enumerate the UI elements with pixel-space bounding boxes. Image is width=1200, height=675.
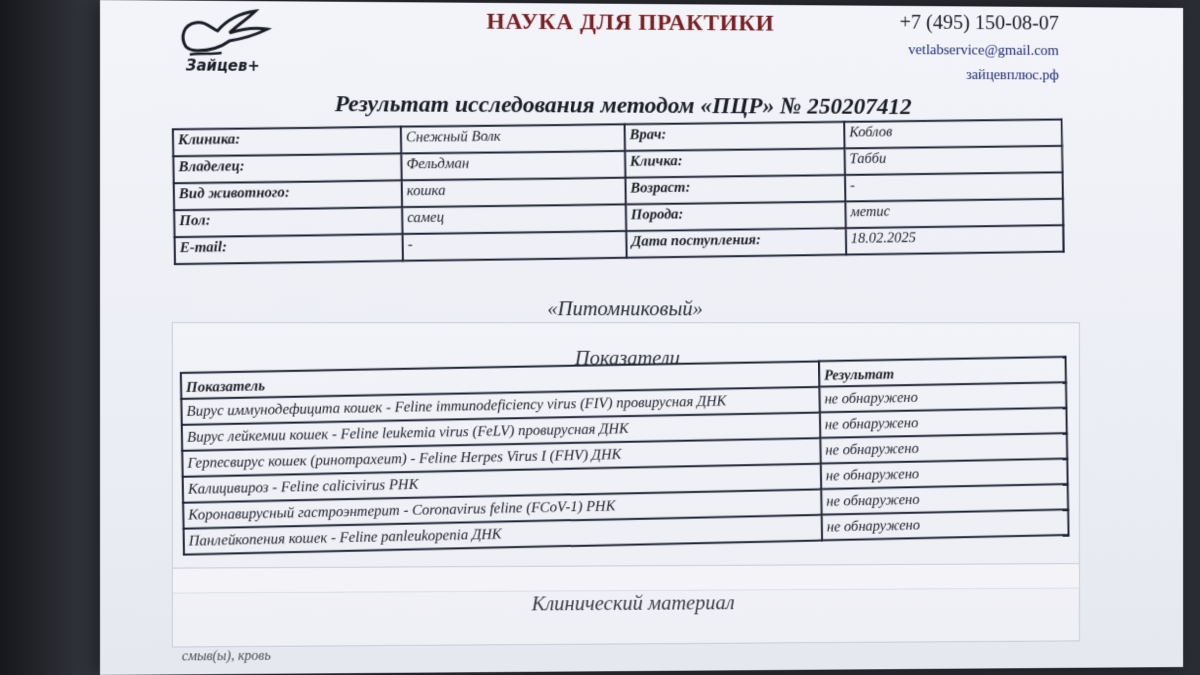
- logo-text: Зайцев+: [185, 56, 260, 75]
- logo-graphic: [172, 7, 281, 78]
- clinical-material-title: Клинический материал: [531, 590, 735, 616]
- email-link[interactable]: vetlabservice@gmail.com: [908, 42, 1059, 59]
- patient-info-table: [172, 118, 1065, 265]
- indicator-result: не обнаружено: [820, 408, 1067, 438]
- indicator-column-header: Показатель: [181, 361, 820, 399]
- indicator-result: не обнаружено: [821, 459, 1068, 490]
- website-link[interactable]: зайцевплюс.рф: [966, 67, 1059, 84]
- indicator-name: Герпесвирус кошек (ринотрахеит) - Feline Herpes Virus I (FHV) ДНК: [182, 438, 821, 477]
- indicator-result: не обнаружено: [819, 382, 1066, 412]
- owner-label: Владелец:: [173, 154, 401, 184]
- contacts-block: [899, 10, 1058, 85]
- email-value: -: [402, 231, 626, 261]
- doctor-label: Врач:: [625, 122, 845, 151]
- clinic-label: Клиника:: [173, 127, 401, 157]
- indicator-name: Калицивироз - Feline calicivirus РНК: [183, 464, 822, 503]
- nickname-value: Табби: [845, 146, 1063, 175]
- phone-number[interactable]: +7 (495) 150-08-07: [899, 9, 1059, 35]
- species-value: кошка: [402, 178, 626, 208]
- date-value: 18.02.2025: [846, 225, 1064, 255]
- breed-value: метис: [845, 199, 1063, 228]
- sex-value: самец: [402, 204, 626, 234]
- date-label: Дата поступления:: [626, 228, 846, 258]
- indicator-name: Вирус лейкемии кошек - Feline leukemia virus (FeLV) провирусная ДНК: [182, 412, 821, 450]
- clinical-material-value: смыв(ы), кровь: [181, 648, 271, 665]
- result-column-header: Результат: [819, 357, 1066, 387]
- organization-title: НАУКА ДЛЯ ПРАКТИКИ: [486, 8, 775, 37]
- report-sheet: [100, 0, 1183, 675]
- results-table: [180, 356, 1070, 556]
- nickname-label: Кличка:: [625, 148, 845, 177]
- indicator-result: не обнаружено: [821, 484, 1068, 515]
- owner-value: Фельдман: [401, 151, 625, 180]
- indicator-name: Вирус иммунодефицита кошек - Feline immunodeficiency virus (FIV) провирусная ДНК: [181, 387, 820, 425]
- panel-name: «Питомниковый»: [547, 296, 703, 321]
- breed-label: Порода:: [626, 201, 846, 231]
- hare-logo-icon: [172, 7, 281, 78]
- indicator-result: не обнаружено: [820, 433, 1067, 464]
- indicator-name: Панлейкопения кошек - Feline panleukopenia ДНК: [184, 515, 823, 555]
- age-value: -: [845, 172, 1063, 201]
- indicator-result: не обнаружено: [822, 509, 1069, 540]
- indicators-title: Показатели: [574, 345, 680, 370]
- species-label: Вид животного:: [174, 180, 402, 210]
- indicator-name: Коронавирусный гастроэнтерит - Coronavirus feline (FCoV-1) РНК: [183, 489, 822, 528]
- clinic-value: Снежный Волк: [401, 124, 625, 153]
- doctor-value: Коблов: [844, 119, 1062, 148]
- sex-label: Пол:: [174, 207, 402, 237]
- document-title: Результат исследования методом «ПЦР» № 250207412: [334, 91, 912, 120]
- age-label: Возраст:: [625, 175, 845, 204]
- email-label: E-mail:: [175, 234, 403, 264]
